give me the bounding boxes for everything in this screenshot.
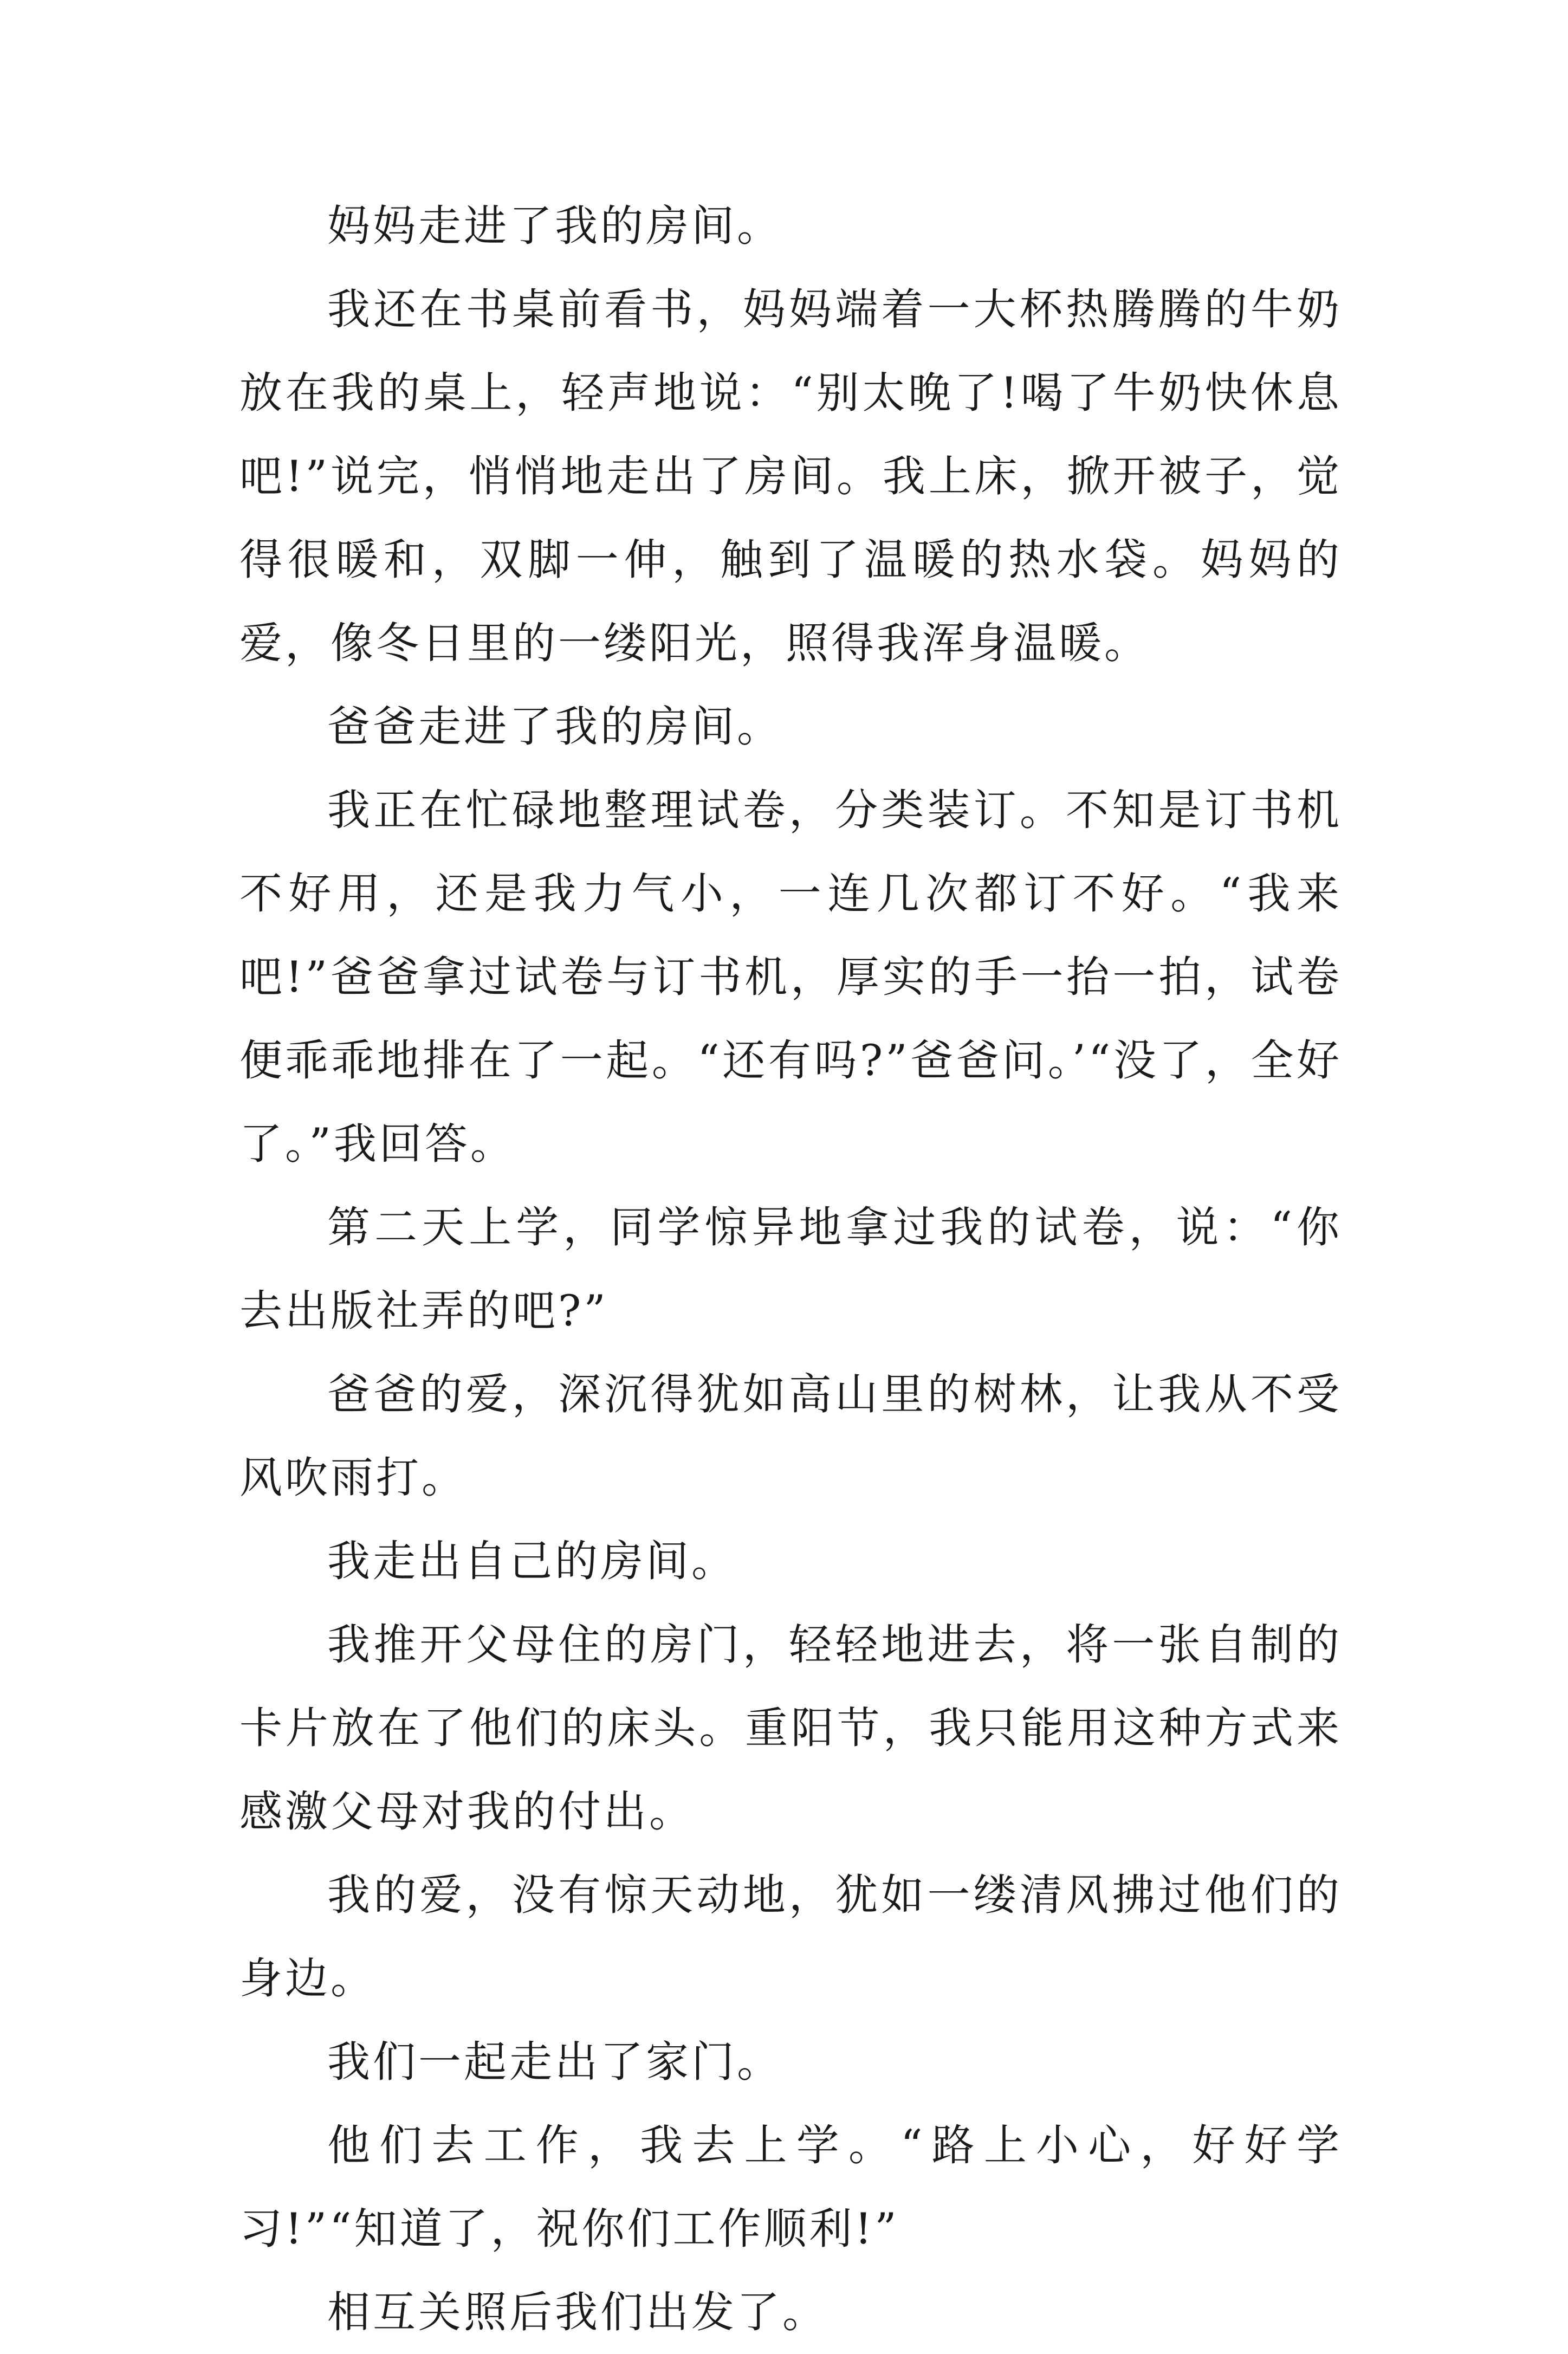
paragraph-3: 爸爸走进了我的房间。 <box>327 702 782 752</box>
paragraph-4: 我正在忙碌地整理试卷，分类装订。不知是订书机不好用，还是我力气小，一连几次都订不好。“我来吧!”爸爸拿过试卷与订书机，厚实的手一抬一拍，试卷便乖乖地排在了一起。“还有吗?”爸爸问。’“没了，全好了。”我回答。 <box>239 785 1342 1169</box>
paragraph-11: 他们去工作，我去上学。“路上小心，好好学习!”“知道了，祝你们工作顺利!” <box>239 2120 1342 2254</box>
paragraph-6: 爸爸的爱，深沉得犹如高山里的树林，让我从不受风吹雨打。 <box>239 1369 1342 1503</box>
paragraph-9: 我的爱，没有惊天动地，犹如一缕清风拂过他们的身边。 <box>239 1870 1342 2003</box>
paragraph-5: 第二天上学，同学惊异地拿过我的试卷，说：“你去出版社弄的吧?” <box>239 1202 1342 1336</box>
paragraph-10: 我们一起走出了家门。 <box>327 2037 782 2087</box>
paragraph-12: 相互关照后我们出发了。 <box>327 2287 828 2337</box>
document-body <box>239 184 1342 2354</box>
paragraph-2: 我还在书桌前看书，妈妈端着一大杯热腾腾的牛奶放在我的桌上，轻声地说：“别太晚了!喝了牛奶快休息吧!”说完，悄悄地走出了房间。我上床，掀开被子，觉得很暖和，双脚一伸，触到了温暖的热水袋。妈妈的爱，像冬日里的一缕阳光，照得我浑身温暖。 <box>239 284 1342 668</box>
paragraph-7: 我走出自己的房间。 <box>327 1536 737 1586</box>
paragraph-8: 我推开父母住的房门，轻轻地进去，将一张自制的卡片放在了他们的床头。重阳节，我只能用这种方式来感激父母对我的付出。 <box>239 1620 1342 1836</box>
paragraph-1: 妈妈走进了我的房间。 <box>327 201 782 251</box>
